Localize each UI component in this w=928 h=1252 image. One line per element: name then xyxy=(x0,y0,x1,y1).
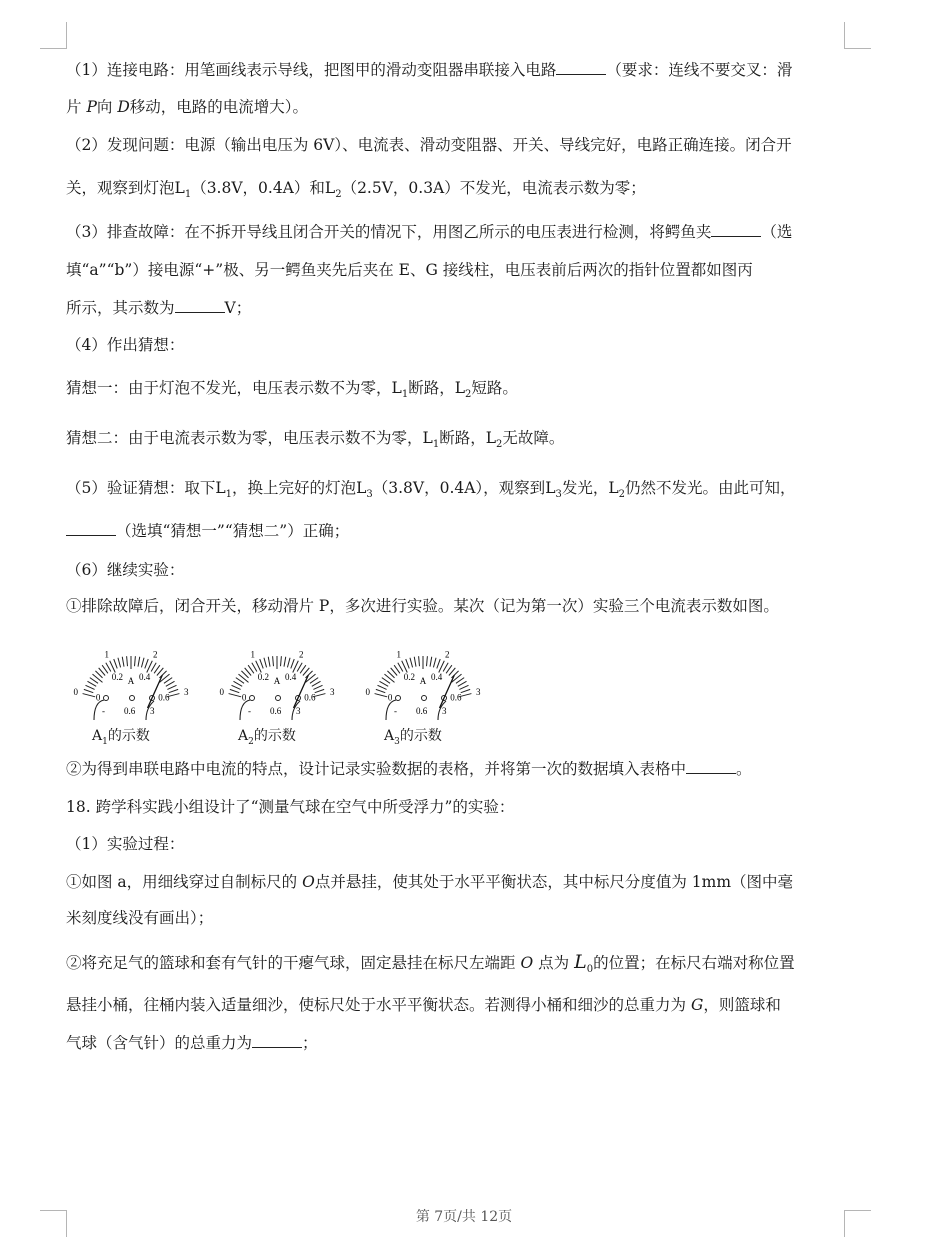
text: 气球（含气针）的总重力为 xyxy=(66,1034,253,1052)
scale-tick xyxy=(233,681,242,686)
q17-part2-line1 xyxy=(66,135,792,155)
guess-two xyxy=(66,428,564,455)
scale-tick xyxy=(315,689,324,692)
unit-label: A xyxy=(273,676,281,686)
subscript: 1 xyxy=(225,489,233,501)
subscript: 3 xyxy=(366,489,373,501)
scale-tick xyxy=(300,665,306,673)
terminal-label: 3 xyxy=(442,706,447,716)
scale-tick xyxy=(406,659,409,668)
text: 移动，电路的电流增大）。 xyxy=(129,98,309,116)
text: 发光， xyxy=(561,479,609,497)
terminal-06 xyxy=(130,696,135,701)
variable-G: G xyxy=(690,996,704,1014)
scale-tick xyxy=(138,657,140,667)
scale-tick xyxy=(410,658,413,668)
scale-tick xyxy=(122,657,124,667)
terminal-06 xyxy=(422,696,427,701)
lamp-symbol: L xyxy=(485,429,496,447)
scale-tick xyxy=(458,681,467,686)
subscript: 1 xyxy=(432,439,440,451)
ammeter-dial xyxy=(66,628,206,728)
text: （3.8V，0.4A），观察到 xyxy=(372,479,546,497)
text: ； xyxy=(302,1034,318,1052)
terminal-minus xyxy=(396,696,401,701)
ammeter-dial xyxy=(358,628,498,728)
scale-label-bottom: 0.6 xyxy=(158,692,170,703)
text: 短路。 xyxy=(471,379,518,397)
scale-tick xyxy=(313,685,322,689)
scale-tick xyxy=(248,665,254,673)
scale-tick xyxy=(284,657,286,667)
ammeter-figure xyxy=(212,628,352,746)
variable-L: L xyxy=(574,951,587,973)
scale-label-top: 3 xyxy=(183,686,189,697)
corner-mark-top-right xyxy=(844,22,871,49)
terminal-label: 0.6 xyxy=(416,706,428,716)
terminal-06 xyxy=(276,696,281,701)
lamp-symbol: L xyxy=(174,179,185,197)
scale-label-top: 3 xyxy=(329,686,335,697)
scale-tick xyxy=(281,656,282,666)
scale-tick xyxy=(92,674,102,682)
q18-step2-line1 xyxy=(66,952,795,980)
scale-label-top: 0 xyxy=(365,686,371,697)
scale-tick xyxy=(291,659,294,668)
scale-tick xyxy=(141,658,144,668)
terminal-minus xyxy=(250,696,255,701)
text: 无故障。 xyxy=(502,429,565,447)
text: （3）排查故障：在不拆开导线且闭合开关的情况下，用图乙所示的电压表进行检测，将鳄鱼夹 xyxy=(66,223,712,241)
q17-part2-line2 xyxy=(66,178,646,205)
q17-part6-step1 xyxy=(66,596,779,616)
scale-tick xyxy=(379,681,388,686)
scale-label-top: 2 xyxy=(299,649,304,660)
scale-tick xyxy=(375,694,388,697)
scale-tick xyxy=(398,663,403,672)
scale-tick xyxy=(114,659,117,668)
text: 的示数 xyxy=(253,728,296,744)
scale-tick xyxy=(238,674,248,682)
scale-tick xyxy=(287,658,290,668)
text: 向 xyxy=(96,98,113,116)
variable-O: O xyxy=(520,954,534,972)
scale-tick xyxy=(87,681,96,686)
terminal-label: 0.6 xyxy=(124,706,136,716)
meter-caption xyxy=(92,725,150,747)
scale-tick xyxy=(446,665,452,673)
q17-part5-line1 xyxy=(66,478,796,505)
subscript: 1 xyxy=(184,189,192,201)
scale-tick xyxy=(377,685,386,689)
text: ②将充足气的篮球和套有气针的干瘪气球，固定悬挂在标尺左端距 xyxy=(66,954,516,972)
meter-caption xyxy=(384,725,442,747)
q17-part6 xyxy=(66,560,184,580)
ammeter-figure xyxy=(358,628,498,746)
scale-tick xyxy=(83,694,96,697)
answer-blank[interactable] xyxy=(556,60,606,75)
scale-tick xyxy=(169,689,178,692)
text: 悬挂小桶，往桶内装入适量细沙，使标尺处于水平平衡状态。若测得小桶和细沙的总重力为 xyxy=(66,996,687,1014)
lamp-symbol: L xyxy=(608,479,619,497)
subscript: 0 xyxy=(586,964,594,976)
scale-tick xyxy=(310,678,318,684)
q17-part3-line2 xyxy=(66,260,753,280)
scale-tick xyxy=(443,663,448,672)
scale-label-bottom: 0.2 xyxy=(403,672,416,683)
q17-part3-line3 xyxy=(66,298,251,318)
text: （3.8V，0.4A）和 xyxy=(191,179,325,197)
scale-tick xyxy=(85,685,94,689)
text: 关，观察到灯泡 xyxy=(66,179,175,197)
q18-part1 xyxy=(66,834,184,854)
subscript: 3 xyxy=(555,489,562,501)
page-footer: 第 7页/共 12页 xyxy=(415,1209,513,1225)
scale-tick xyxy=(430,657,432,667)
scale-tick xyxy=(84,689,93,692)
scale-label-top: 0 xyxy=(73,686,79,697)
terminal-label: - xyxy=(394,706,397,716)
scale-tick xyxy=(135,656,136,666)
text: ，换上完好的灯泡 xyxy=(232,479,357,497)
scale-tick xyxy=(102,665,108,673)
text: （1）连接电路：用笔画线表示导线，把图甲的滑动变阻器串联接入电路 xyxy=(66,61,557,79)
scale-tick xyxy=(167,685,176,689)
q18-step2-line3 xyxy=(66,1033,318,1053)
scale-label-bottom: 0.6 xyxy=(450,692,462,703)
subscript: 2 xyxy=(496,439,503,451)
text: （4）作出猜想： xyxy=(66,336,185,354)
scale-label-top: 1 xyxy=(396,649,401,660)
answer-blank[interactable] xyxy=(252,1033,302,1048)
lamp-symbol: L xyxy=(215,479,226,497)
q18-step1-line2 xyxy=(66,908,213,928)
scale-tick xyxy=(268,657,270,667)
scale-tick xyxy=(151,663,156,672)
q18-step2-line2 xyxy=(66,995,781,1015)
scale-tick xyxy=(229,694,242,697)
answer-blank[interactable] xyxy=(175,298,225,313)
meter-caption xyxy=(238,725,296,747)
terminal-label: 0.6 xyxy=(270,706,282,716)
scale-label-bottom: 0.2 xyxy=(111,672,124,683)
meter-name: A xyxy=(384,728,395,744)
scale-label-bottom: 0 xyxy=(95,692,101,703)
q17-part6-step2 xyxy=(66,759,752,779)
q18-title xyxy=(66,797,514,817)
scale-label-top: 3 xyxy=(475,686,481,697)
scale-tick xyxy=(260,659,263,668)
scale-label-top: 1 xyxy=(250,649,255,660)
q17-part4 xyxy=(66,335,184,355)
scale-label-bottom: 0.4 xyxy=(430,672,443,683)
variable-D: D xyxy=(117,98,130,116)
scale-tick xyxy=(264,658,267,668)
text: （选 xyxy=(761,223,793,241)
text: （6）继续实验： xyxy=(66,561,185,579)
unit-label: A xyxy=(419,676,427,686)
scale-tick xyxy=(273,656,274,666)
scale-tick xyxy=(414,657,416,667)
terminal-label: 3 xyxy=(150,706,155,716)
text: 。 xyxy=(736,760,752,778)
lamp-symbol: L xyxy=(391,379,402,397)
q17-part1-line2 xyxy=(66,97,308,117)
scale-label-bottom: 0 xyxy=(241,692,247,703)
text: ①排除故障后，闭合开关，移动滑片 P，多次进行实验。某次（记为第一次）实验三个电流表示数如图。 xyxy=(66,597,779,615)
answer-blank[interactable] xyxy=(66,521,116,536)
text: 的示数 xyxy=(107,728,150,744)
scale-label-bottom: 0.4 xyxy=(284,672,297,683)
q17-part3-line1 xyxy=(66,222,792,242)
lamp-symbol: L xyxy=(422,429,433,447)
text: 断路， xyxy=(439,429,486,447)
lamp-symbol: L xyxy=(454,379,465,397)
text: （2.5V，0.3A）不发光，电流表示数为零； xyxy=(341,179,646,197)
scale-tick xyxy=(164,678,172,684)
text: 米刻度线没有画出）； xyxy=(66,909,214,927)
scale-tick xyxy=(145,659,148,668)
subscript: 3 xyxy=(394,736,400,747)
text: 仍然不发光。由此可知， xyxy=(625,479,796,497)
text: 填“a”“b”）接电源“+”极、另一鳄鱼夹先后夹在 E、G 接线柱，电压表前后两次的指针位置都如图丙 xyxy=(66,261,753,279)
terminal-label: - xyxy=(248,706,251,716)
unit-label: A xyxy=(127,676,135,686)
scale-tick xyxy=(106,663,111,672)
meter-name: A xyxy=(238,728,249,744)
scale-tick xyxy=(376,689,385,692)
scale-label-bottom: 0.4 xyxy=(138,672,151,683)
ammeter-figure xyxy=(66,628,206,746)
q17-part1-line1 xyxy=(66,60,792,80)
ammeter-dial xyxy=(212,628,352,728)
terminal-minus xyxy=(104,696,109,701)
text: （要求：连线不要交叉：滑 xyxy=(606,61,793,79)
scale-tick xyxy=(461,689,470,692)
scale-label-top: 2 xyxy=(445,649,450,660)
variable-P: P xyxy=(86,98,97,116)
scale-tick xyxy=(127,656,128,666)
scale-tick xyxy=(166,681,175,686)
text: （2）发现问题：电源（输出电压为 6V）、电流表、滑动变阻器、开关、导线完好，电路正确连接。闭合开 xyxy=(66,136,792,154)
scale-label-bottom: 0.2 xyxy=(257,672,270,683)
text: 断路， xyxy=(408,379,455,397)
scale-tick xyxy=(419,656,420,666)
scale-tick xyxy=(382,678,390,684)
scale-label-bottom: 0 xyxy=(387,692,393,703)
text: 猜想二：由于电流表示数为零，电压表示数不为零， xyxy=(66,429,423,447)
text: 18. 跨学科实践小组设计了“测量气球在空气中所受浮力”的实验： xyxy=(66,798,515,816)
guess-one xyxy=(66,378,518,405)
subscript: 1 xyxy=(102,736,108,747)
corner-mark-top-left xyxy=(40,22,67,49)
subscript: 2 xyxy=(618,489,626,501)
scale-tick xyxy=(459,685,468,689)
scale-tick xyxy=(297,663,302,672)
scale-tick xyxy=(231,685,240,689)
scale-tick xyxy=(433,658,436,668)
scale-tick xyxy=(154,665,160,673)
scale-tick xyxy=(236,678,244,684)
text: 的示数 xyxy=(399,728,442,744)
meter-name: A xyxy=(92,728,103,744)
scale-tick xyxy=(384,674,394,682)
text: ，则篮球和 xyxy=(703,996,781,1014)
scale-label-bottom: 0.6 xyxy=(304,692,316,703)
subscript: 2 xyxy=(465,389,472,401)
answer-blank[interactable] xyxy=(711,222,761,237)
subscript: 2 xyxy=(335,189,342,201)
scale-label-top: 1 xyxy=(104,649,109,660)
scale-tick xyxy=(456,678,464,684)
lamp-symbol: L xyxy=(356,479,367,497)
text: V； xyxy=(224,299,252,317)
terminal-label: 3 xyxy=(296,706,301,716)
text: ②为得到串联电路中电流的特点，设计记录实验数据的表格，并将第一次的数据填入表格中 xyxy=(66,760,687,778)
text: 片 xyxy=(66,98,82,116)
scale-tick xyxy=(90,678,98,684)
lamp-symbol: L xyxy=(545,479,556,497)
text: 的位置；在标尺右端对称位置 xyxy=(593,954,795,972)
scale-tick xyxy=(230,689,239,692)
q17-part5-line2 xyxy=(66,521,349,541)
text: 所示，其示数为 xyxy=(66,299,175,317)
scale-label-top: 0 xyxy=(219,686,225,697)
text: （1）实验过程： xyxy=(66,835,185,853)
text: （选填“猜想一”“猜想二”）正确； xyxy=(116,522,350,540)
subscript: 2 xyxy=(248,736,254,747)
scale-tick xyxy=(252,663,257,672)
text: （5）验证猜想：取下 xyxy=(66,479,216,497)
answer-blank[interactable] xyxy=(686,759,736,774)
scale-label-top: 2 xyxy=(153,649,158,660)
variable-O: O xyxy=(302,873,315,891)
scale-tick xyxy=(427,656,428,666)
text: 点并悬挂，使其处于水平平衡状态，其中标尺分度值为 1mm（图中毫 xyxy=(314,873,794,891)
scale-tick xyxy=(394,665,400,673)
scale-tick xyxy=(437,659,440,668)
lamp-symbol: L xyxy=(324,179,336,197)
scale-tick xyxy=(118,658,121,668)
scale-tick xyxy=(312,681,321,686)
text: ①如图 a，用细线穿过自制标尺的 xyxy=(66,873,298,891)
text: 点为 xyxy=(538,954,570,972)
q18-step1-line1 xyxy=(66,872,793,892)
terminal-label: - xyxy=(102,706,105,716)
subscript: 1 xyxy=(401,389,409,401)
text: 猜想一：由于灯泡不发光，电压表示数不为零， xyxy=(66,379,392,397)
